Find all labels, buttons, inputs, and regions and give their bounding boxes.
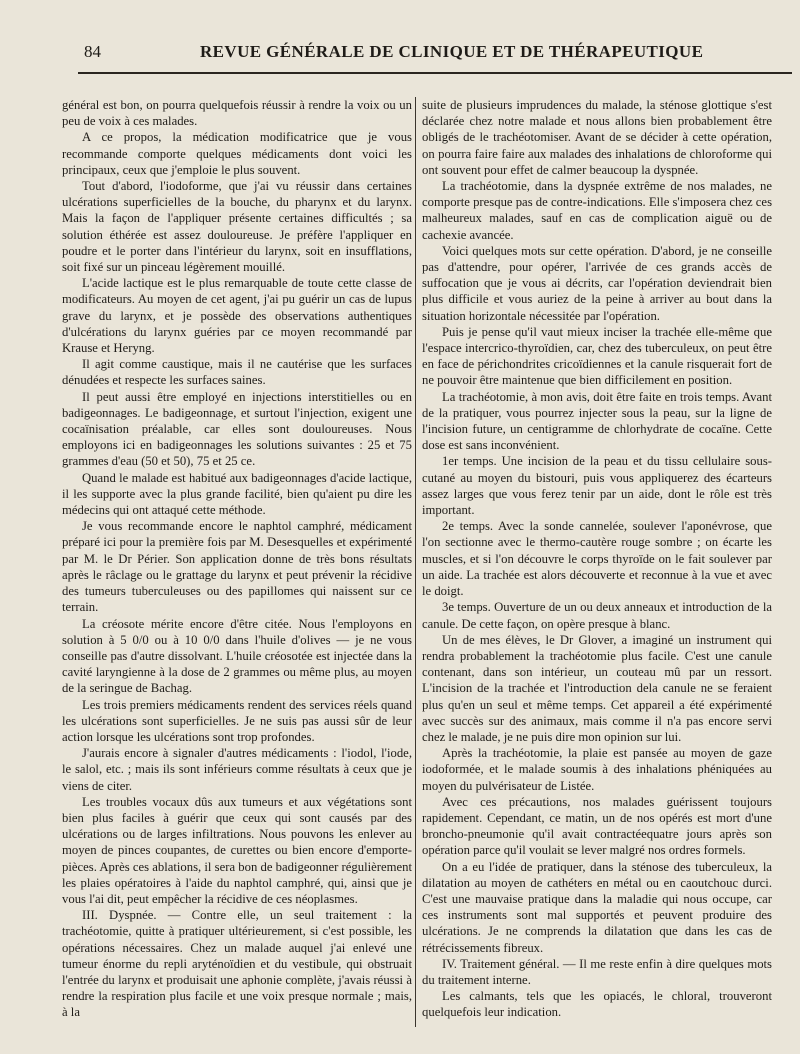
paragraph: L'acide lactique est le plus remarquable de toute cette classe de modificateurs. Au moyen de cet agent, j'ai pu guérir un cas de lupus grave du larynx, et je possède des observations authentiques d'ulcérations du larynx guéries par ce moyen recommandé par Krause et Heryng.: [62, 276, 412, 356]
paragraph: général est bon, on pourra quelquefois réussir à rendre la voix ou un peu de voix à ces malades.: [62, 98, 412, 129]
paragraph: suite de plusieurs imprudences du malade, la sténose glottique s'est déclarée chez notre malade et nous allons bien probablement être obligés de le trachéotomiser. Avant de se décider à cette opération, on pourra faire faire aux malades des inhalations de chloroforme qui ont souvent pour effet de calmer beaucoup la dyspnée.: [422, 98, 772, 177]
paragraph: Quand le malade est habitué aux badigeonnages d'acide lactique, il les supporte avec la plus grande facilité, bien qu'aient pu dire les médecins qui ont attaqué cette méthode.: [62, 470, 412, 518]
section-heading-paragraph: IV. Traitement général. — Il me reste enfin à dire quelques mots du traitement interne.: [422, 956, 772, 987]
page-number: 84: [84, 42, 101, 61]
paragraph: La trachéotomie, à mon avis, doit être faite en trois temps. Avant de la pratiquer, vous pourrez injecter sous la peau, sur la ligne de l'incision future, un centigramme de chlorhydrate de cocaïne. Cette dose est sans inconvénient.: [422, 389, 772, 453]
paragraph: Puis je pense qu'il vaut mieux inciser la trachée elle-même que l'espace intercrico-thyroïdien, car, chez des tuberculeux, on peut être en face de périchondrites cricoïdiennes et la canule risquerait fort de ne pouvoir être maintenue que bien difficilement en position.: [422, 324, 772, 388]
paragraph: La trachéotomie, dans la dyspnée extrême de nos malades, ne comporte presque pas de contre-indications. Elle s'imposera chez ces malheureux malades, sauf en cas de complication aiguë ou de cachexie avancée.: [422, 179, 773, 242]
paragraph: A ce propos, la médication modificatrice que je vous recommande comporte quelques médicaments dont voici les principaux, ceux que j'emploie le plus souvent.: [62, 130, 412, 177]
header-rule: [78, 72, 792, 74]
page-header: [0, 40, 800, 68]
paragraph: On a eu l'idée de pratiquer, dans la sténose des tuberculeux, la dilatation au moyen de cathéters en métal ou en caoutchouc durci. C'est une mauvaise pratique dans la maladie qui nous occupe, car ces instruments sont mal supportés et peuvent produire des ulcérations. Je ne comprends la dilatation que dans les cas de rétrécissements fibreux.: [422, 859, 772, 955]
paragraph: Tout d'abord, l'iodoforme, que j'ai vu réussir dans certaines ulcérations superficielles de la bouche, du pharynx et du larynx. Mais la façon de l'appliquer présente certaines difficultés ; sa solution éthérée est assez douloureuse. Je préfère l'appliquer en poudre et le porter dans l'intérieur du larynx, soit en insufflations, soit fixé sur un pinceau légèrement mouillé.: [62, 179, 412, 275]
paragraph: Les calmants, tels que les opiacés, le chloral, trouveront quelquefois leur indication.: [422, 989, 772, 1020]
running-title: REVUE GÉNÉRALE DE CLINIQUE ET DE THÉRAPEUTIQUE: [200, 42, 704, 61]
paragraph: 3e temps. Ouverture de un ou deux anneaux et introduction de la canule. De cette façon, on opère presque à blanc.: [422, 600, 772, 631]
paragraph: J'aurais encore à signaler d'autres médicaments : l'iodol, l'iode, le salol, etc. ; mais ils sont inférieurs comme résultats à ceux que je viens de citer.: [62, 746, 412, 793]
paragraph: Il agit comme caustique, mais il ne cautérise que les surfaces dénudées et respecte les surfaces saines.: [62, 357, 412, 388]
section-heading-paragraph: III. Dyspnée. — Contre elle, un seul traitement : la trachéotomie, quitte à pratiquer ultérieurement, si c'est possible, les opérations nécessaires. Chez un malade auquel j'ai enlevé une tumeur énorme du repli aryténoïdien et du vestibule, qui obstruait l'entrée du larynx et produisait une aphonie complète, j'avais réussi à rendre la respiration plus facile et une voix presque normale ; mais, à la: [62, 908, 412, 1020]
paragraph: 1er temps. Une incision de la peau et du tissu cellulaire sous-cutané au moyen du bistouri, puis vous appliquerez des écarteurs assez larges que vous ferez tenir par un aide, dont le rôle est très important.: [422, 454, 772, 518]
left-column: [62, 97, 412, 1021]
right-column: [422, 97, 772, 1021]
paragraph: 2e temps. Avec la sonde cannelée, soulever l'aponévrose, que l'on sectionne avec le thermo-cautère rouge sombre ; on écarte les muscles, et si l'on découvre le corps thyroïde on le fait soulever par un aide. La trachée est alors découverte et reconnue à la vue et avec le doigt.: [422, 519, 772, 599]
paragraph: Voici quelques mots sur cette opération. D'abord, je ne conseille pas d'attendre, pour opérer, l'arrivée de ces grands accès de suffocation que je vous ai décrits, car l'opération deviendrait bien plus difficile et vous auriez de la peine à arriver au bout dans la situation horizontale nécessitée par l'opération.: [422, 243, 772, 323]
paragraph: Je vous recommande encore le naphtol camphré, médicament préparé ici pour la première fois par M. Desesquelles et expérimenté par M. le Dr Périer. Son application donne de très bons résultats après le râclage ou le grattage du larynx et peut prévenir la récidive des tumeurs tuberculeuses ou des papillomes qui naissent sur ce terrain.: [62, 519, 412, 615]
column-separator: [415, 97, 416, 1027]
paragraph: Les trois premiers médicaments rendent des services réels quand les ulcérations sont superficielles. Je ne suis pas aussi sûr de leur action lorsque les ulcérations sont trop profondes.: [62, 697, 412, 744]
paragraph: Un de mes élèves, le Dr Glover, a imaginé un instrument qui rendra probablement la trachéotomie plus facile. C'est une canule contenant, dans son intérieur, un couteau mû par un ressort. L'incision de la trachée et l'introduction dela canule ne se feraient plus qu'en un seul et même temps. Cet appareil a été expérimenté avec succès sur des animaux, mais comme il n'a pas encore servi chez le malade, je ne puis dire mon opinion sur lui.: [422, 632, 772, 744]
paragraph: Il peut aussi être employé en injections interstitielles ou en badigeonnages. Le badigeonnage, et surtout l'injection, exigent une cocaïnisation préalable, car elles sont douloureuses. Nous employons ici en badigeonnages les solutions suivantes : 25 et 75 grammes d'eau (50 et 50), 75 et 25 ce.: [62, 389, 412, 469]
paragraph: Les troubles vocaux dûs aux tumeurs et aux végétations sont bien plus faciles à guérir que ceux qui sont causés par des ulcérations ou de larges infiltrations. Nous pouvons les enlever au moyen de pinces coupantes, de curettes ou bien encore d'emporte-pièces. Après ces ablations, il sera bon de badigeonner régulièrement les plaies opératoires à l'aide du naphtol camphré, qui, ainsi que je vous l'ai dit, peut empêcher la récidive de ces néoplasmes.: [62, 794, 412, 906]
paragraph: Avec ces précautions, nos malades guérissent toujours rapidement. Cependant, ce matin, un de nos opérés est mort d'une broncho-pneumonie qu'il avait contractéequatre jours après son opération parce qu'il voulait se lever malgré nos ordres formels.: [422, 794, 772, 858]
paragraph: La créosote mérite encore d'être citée. Nous l'employons en solution à 5 0/0 ou à 10 0/0 dans l'huile d'olives — je ne vous conseille pas d'autre dissolvant. L'huile créosotée est injectée dans la cavité laryngienne à la dose de 2 grammes ou même plus, au moyen de la seringue de Bachag.: [62, 616, 412, 696]
paragraph: Après la trachéotomie, la plaie est pansée au moyen de gaze iodoformée, et le malade soumis à des inhalations phéniquées au moyen du pulvérisateur de Listée.: [422, 746, 772, 793]
